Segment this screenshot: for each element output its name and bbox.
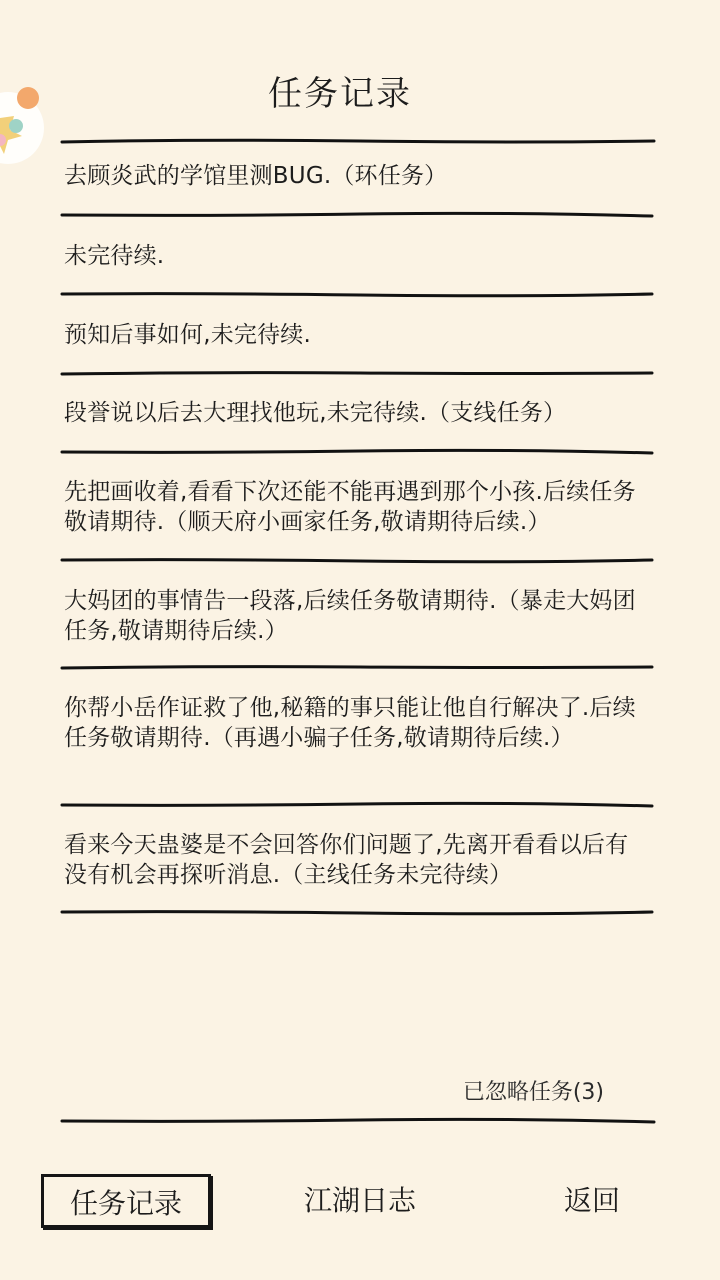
divider [60, 369, 656, 377]
divider [60, 1117, 656, 1125]
page-title: 任务记录 [268, 74, 412, 114]
tab-jianghu-journal[interactable]: 江湖日志 [303, 1184, 416, 1217]
quest-entry[interactable]: 看来今天蛊婆是不会回答你们问题了,先离开看看以后有没有机会再探听消息.（主线任务未完待续） [64, 832, 629, 888]
divider [60, 137, 656, 145]
divider [60, 448, 656, 456]
divider [60, 290, 656, 298]
quest-entry[interactable]: 大妈团的事情告一段落,后续任务敬请期待.（暴走大妈团任务,敬请期待后续.） [64, 588, 636, 644]
back-button[interactable]: 返回 [563, 1184, 620, 1217]
quest-entry[interactable]: 你帮小岳作证救了他,秘籍的事只能让他自行解决了.后续任务敬请期待.（再遇小骗子任务,敬请期待后续.） [64, 695, 636, 751]
quest-entry[interactable]: 预知后事如何,未完待续. [64, 322, 312, 348]
divider [60, 211, 656, 219]
ignored-quests-link[interactable]: 已忽略任务(3) [462, 1080, 604, 1105]
quest-entry[interactable]: 未完待续. [64, 243, 165, 269]
divider [60, 801, 656, 809]
tab-quest-log[interactable]: 任务记录 [41, 1174, 211, 1228]
divider [60, 908, 656, 916]
divider [60, 556, 656, 564]
divider [60, 663, 656, 671]
quest-entry[interactable]: 去顾炎武的学馆里测BUG.（环任务） [64, 163, 448, 189]
quest-entry[interactable]: 段誉说以后去大理找他玩,未完待续.（支线任务） [64, 400, 567, 426]
quest-entry[interactable]: 先把画收着,看看下次还能不能再遇到那个小孩.后续任务敬请期待.（顺天府小画家任务,敬请期待后续.） [64, 479, 636, 535]
